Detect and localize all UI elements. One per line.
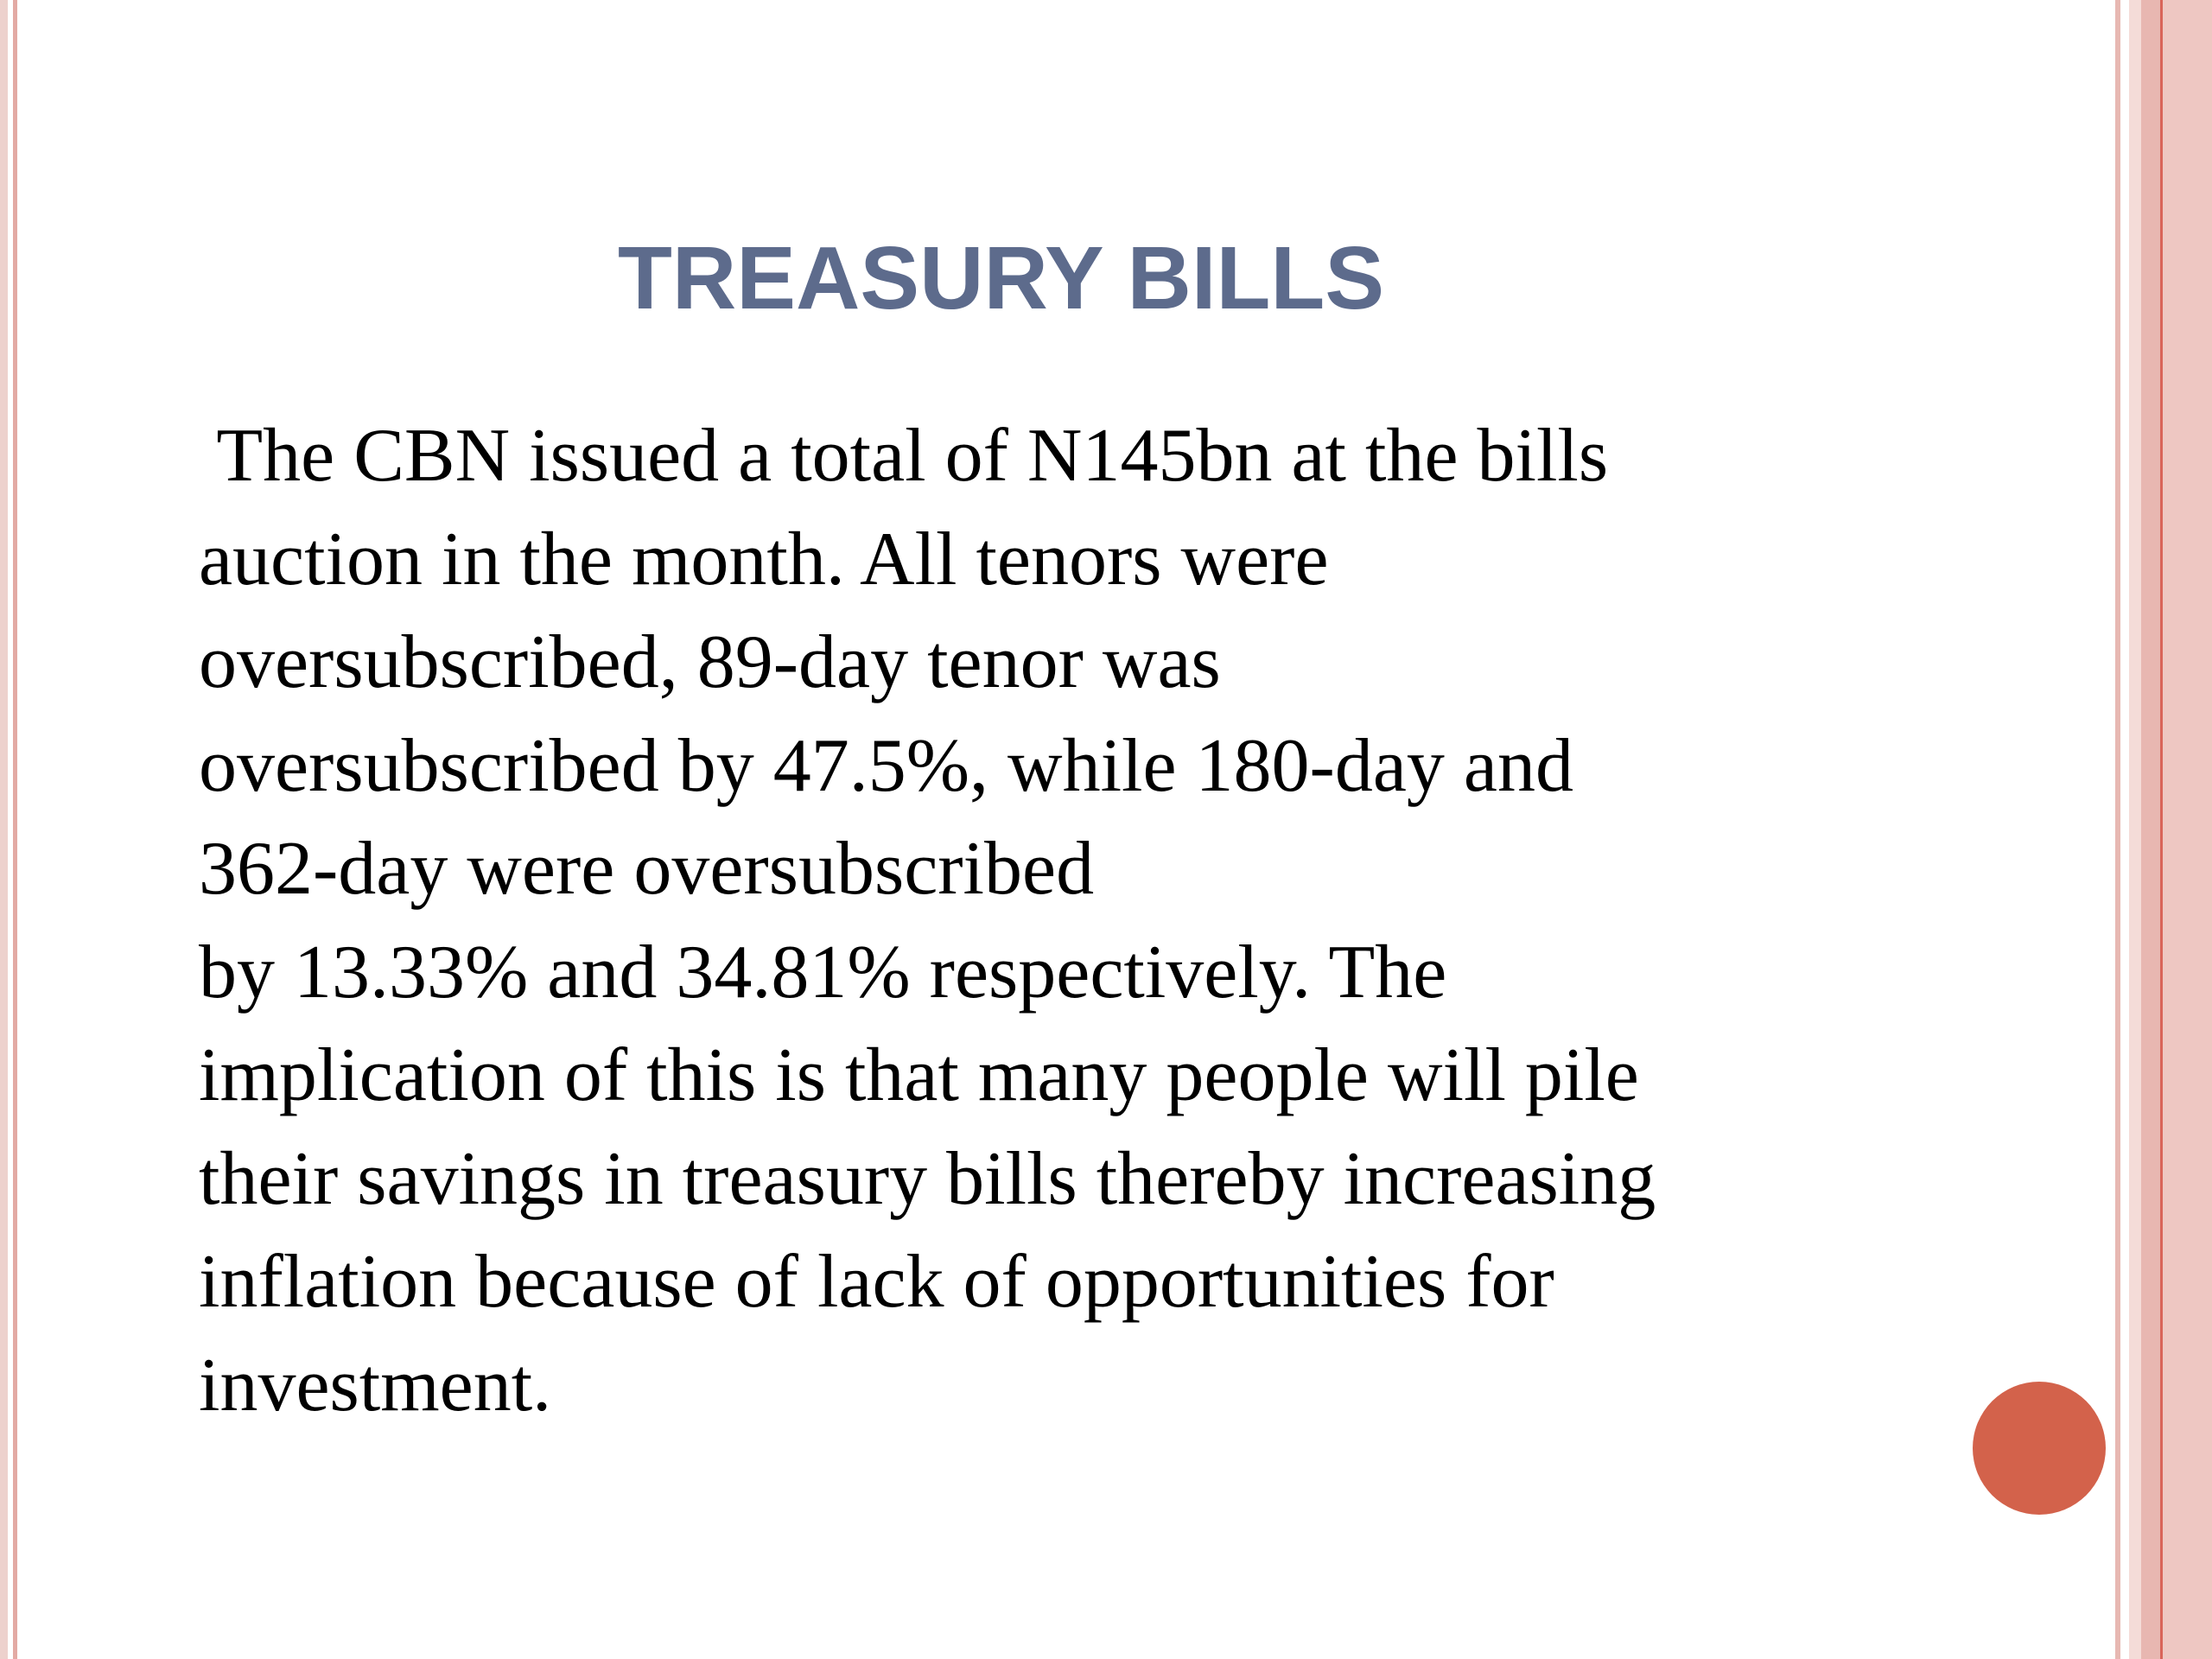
body-line: The CBN issued a total of N145bn at the bills — [199, 414, 1609, 498]
slide-body — [199, 404, 2100, 1437]
right-border-band — [2163, 0, 2212, 1659]
body-line: inflation because of lack of opportunities for — [199, 1240, 1554, 1324]
body-line: oversubscribed, 89-day tenor was — [199, 620, 1221, 704]
right-border-line — [2115, 0, 2120, 1659]
right-border-line — [2129, 0, 2141, 1659]
body-line: by 13.33% and 34.81% respectively. The — [199, 930, 1447, 1014]
slide-title: TREASURY BILLS — [618, 228, 1385, 327]
left-border-line — [13, 0, 17, 1659]
body-line: oversubscribed by 47.5%, while 180-day and — [199, 723, 1573, 808]
body-line: 362-day were oversubscribed — [199, 827, 1095, 911]
body-line: auction in the month. All tenors were — [199, 517, 1329, 601]
body-line: investment. — [199, 1343, 552, 1427]
left-border-line — [0, 0, 8, 1659]
body-line: implication of this is that many people will pile — [199, 1033, 1639, 1117]
decorative-circle — [1973, 1382, 2106, 1515]
body-line: their savings in treasury bills thereby increasing — [199, 1136, 1656, 1221]
